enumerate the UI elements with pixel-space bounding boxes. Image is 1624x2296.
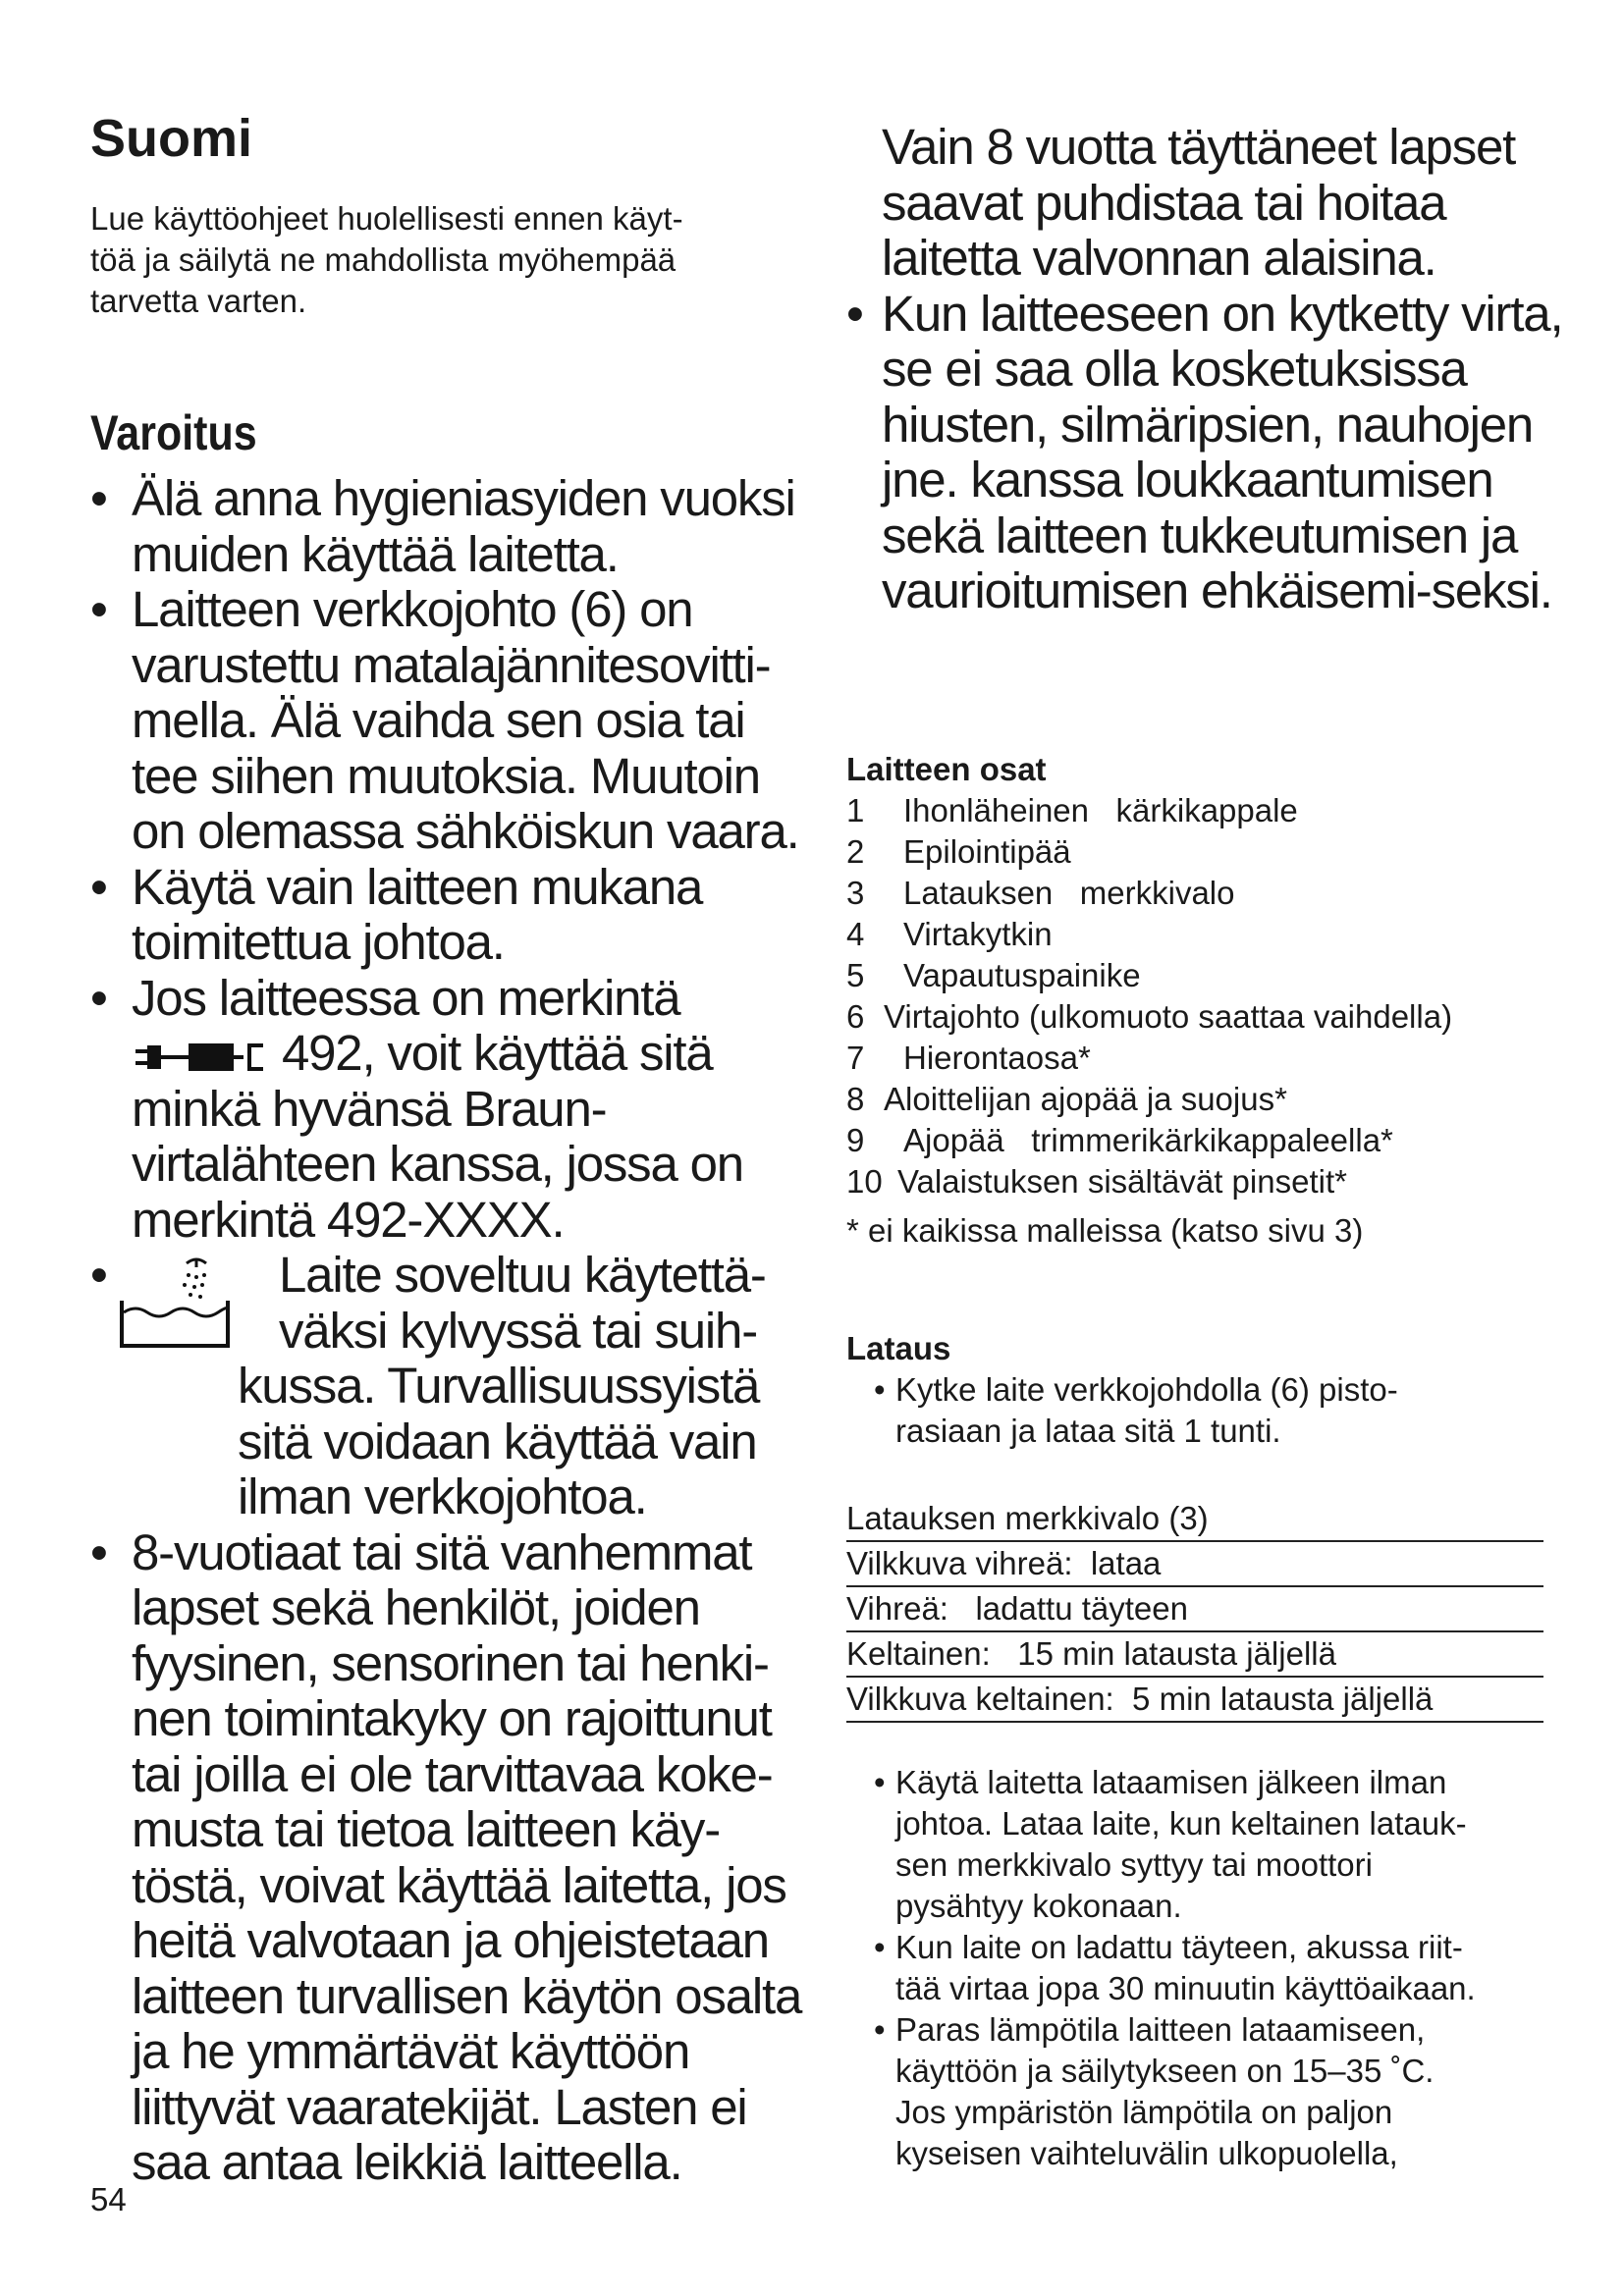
bath-text-3: kussa. Turvallisuussyistä sitä voidaan käyttää vain ilman verkkojohtoa. (238, 1358, 760, 1524)
hair-warning: Kun laitteeseen on kytketty virta, se ei saa olla kosketuksissa hiusten, silmäripsien, nauhojen jne. kanssa loukkaantumisen sekä laitteen tukkeutumisen ja vaurioitumisen ehkäisemi-seksi. (882, 285, 1563, 618)
bullet: • (90, 581, 107, 637)
marking-text: 492, voit käyttää sitä minkä hyvänsä Braun-virtalähteen kanssa, jossa on merkintä 492-XXXX. (132, 1025, 743, 1248)
page-number: 54 (90, 2181, 127, 2217)
children-warning: 8-vuotiaat tai sitä vanhemmat lapset sekä henkilöt, joiden fyysinen, sensorinen tai henki-nen toimintakyky on rajoittunut tai joilla ei ole tarvittavaa koke-musta tai tietoa laitteen käy-töstä, voivat käyttää laitetta, jos heitä valvotaan ja ohjeistetaan laitteen turvallisen käytön osalta ja he ymmärtävät käyttöön liittyvät vaaratekijät. Lasten ei saa antaa leikkiä laitteella. (132, 1523, 802, 2190)
list-item (90, 971, 817, 1249)
bullet: • (90, 858, 107, 915)
part-item: 5 Vapautuspainike (846, 957, 1141, 993)
part-item: 3 Latauksen merkkivalo (846, 875, 1235, 911)
part-item: 4 Virtakytkin (846, 916, 1053, 952)
part-item: 8 Aloittelijan ajopää ja suojus* (846, 1081, 1287, 1117)
list-item (90, 471, 817, 582)
indicator-table (846, 1497, 1543, 1723)
table-row: Keltainen: 15 min latausta jäljellä (846, 1632, 1543, 1678)
bullet: • (874, 1371, 886, 1408)
indicator-table-caption: Latauksen merkkivalo (3) (846, 1497, 1543, 1542)
power-supply-symbol-icon (132, 1038, 269, 1077)
part-item: 9 Ajopää trimmerikärkikappaleella* (846, 1122, 1393, 1158)
list-item (90, 1525, 817, 2191)
bath-text-2: väksi kylvyssä tai suih- (279, 1302, 758, 1359)
list-item (874, 1369, 1561, 1452)
charging-step: Kytke laite verkkojohdolla (6) pisto- rasiaan ja lataa sitä 1 tunti. (895, 1371, 1398, 1449)
bullet: • (90, 1247, 107, 1303)
list-item (874, 1762, 1561, 1927)
list-item (874, 1927, 1561, 2009)
bullet: • (874, 2011, 886, 2048)
table-row: Vihreä: ladattu täyteen (846, 1587, 1543, 1632)
warning-hygiene: Älä anna hygieniasyiden vuoksi muiden käyttää laitetta. (132, 470, 795, 582)
warning-list (90, 471, 817, 2191)
part-item: 6 Virtajohto (ulkomuoto saattaa vaihdella) (846, 998, 1453, 1035)
warning-supplied-cord: Käytä vain laitteen mukana toimitettua johtoa. (132, 858, 703, 970)
parts-heading: Laitteen osat (846, 751, 1047, 787)
bath-text-1: Laite soveltuu käytettä- (279, 1247, 766, 1303)
list-item (90, 860, 817, 971)
warning-heading: Varoitus (90, 405, 257, 460)
usage-notes-list (874, 1762, 1561, 2174)
warning-list-continued (846, 120, 1563, 619)
table-row: Vilkkuva keltainen: 5 min latausta jäljellä (846, 1678, 1543, 1723)
bullet: • (90, 969, 107, 1026)
usage-note: Kun laite on ladattu täyteen, akussa riit- tää virtaa jopa 30 minuutin käyttöaikaan. (895, 1929, 1476, 2006)
page-title: Suomi (90, 109, 253, 168)
warning-cord: Laitteen verkkojohto (6) on varustettu matalajännitesovitti-mella. Älä vaihda sen osia tai tee siihen muutoksia. Muutoin on olemassa sähköiskun vaara. (132, 581, 799, 859)
list-item (874, 2009, 1561, 2174)
part-item: 7 Hierontaosa* (846, 1040, 1091, 1076)
list-item (90, 582, 817, 860)
bullet: • (90, 1523, 107, 1580)
parts-note: * ei kaikissa malleissa (katso sivu 3) (846, 1212, 1364, 1249)
part-item: 2 Epilointipää (846, 833, 1071, 870)
bullet: • (90, 470, 107, 526)
charging-heading: Lataus (846, 1330, 951, 1366)
part-item: 10 Valaistuksen sisältävät pinsetit* (846, 1163, 1347, 1200)
usage-note: Käytä laitetta lataamisen jälkeen ilman johtoa. Lataa laite, kun keltainen latauk- sen merkkivalo syttyy tai moottori pysähtyy kokonaan. (895, 1764, 1467, 1924)
list-item (90, 1248, 817, 1525)
table-row: Vilkkuva vihreä: lataa (846, 1542, 1543, 1587)
parts-list (846, 790, 1563, 1202)
bullet: • (874, 1764, 886, 1800)
list-item (846, 120, 1563, 287)
intro-text: Lue käyttöohjeet huolellisesti ennen käyt- töä ja säilytä ne mahdollista myöhempää tarvetta varten. (90, 200, 683, 319)
cleaning-children-text: Vain 8 vuotta täyttäneet lapset saavat puhdistaa tai hoitaa laitetta valvonnan alaisina. (882, 119, 1516, 286)
part-item: 1 Ihonläheinen kärkikappale (846, 792, 1298, 828)
charging-list (874, 1369, 1561, 1452)
bullet: • (874, 1929, 886, 1965)
marking-intro: Jos laitteessa on merkintä (132, 969, 680, 1026)
usage-note: Paras lämpötila laitteen lataamiseen, käyttöön ja säilytykseen on 15–35 ˚C. Jos ympäristön lämpötila on paljon kyseisen vaihteluvälin ulkopuolella, (895, 2011, 1435, 2171)
bath-shower-icon (118, 1255, 234, 1354)
list-item (846, 287, 1563, 619)
bullet: • (846, 285, 863, 342)
